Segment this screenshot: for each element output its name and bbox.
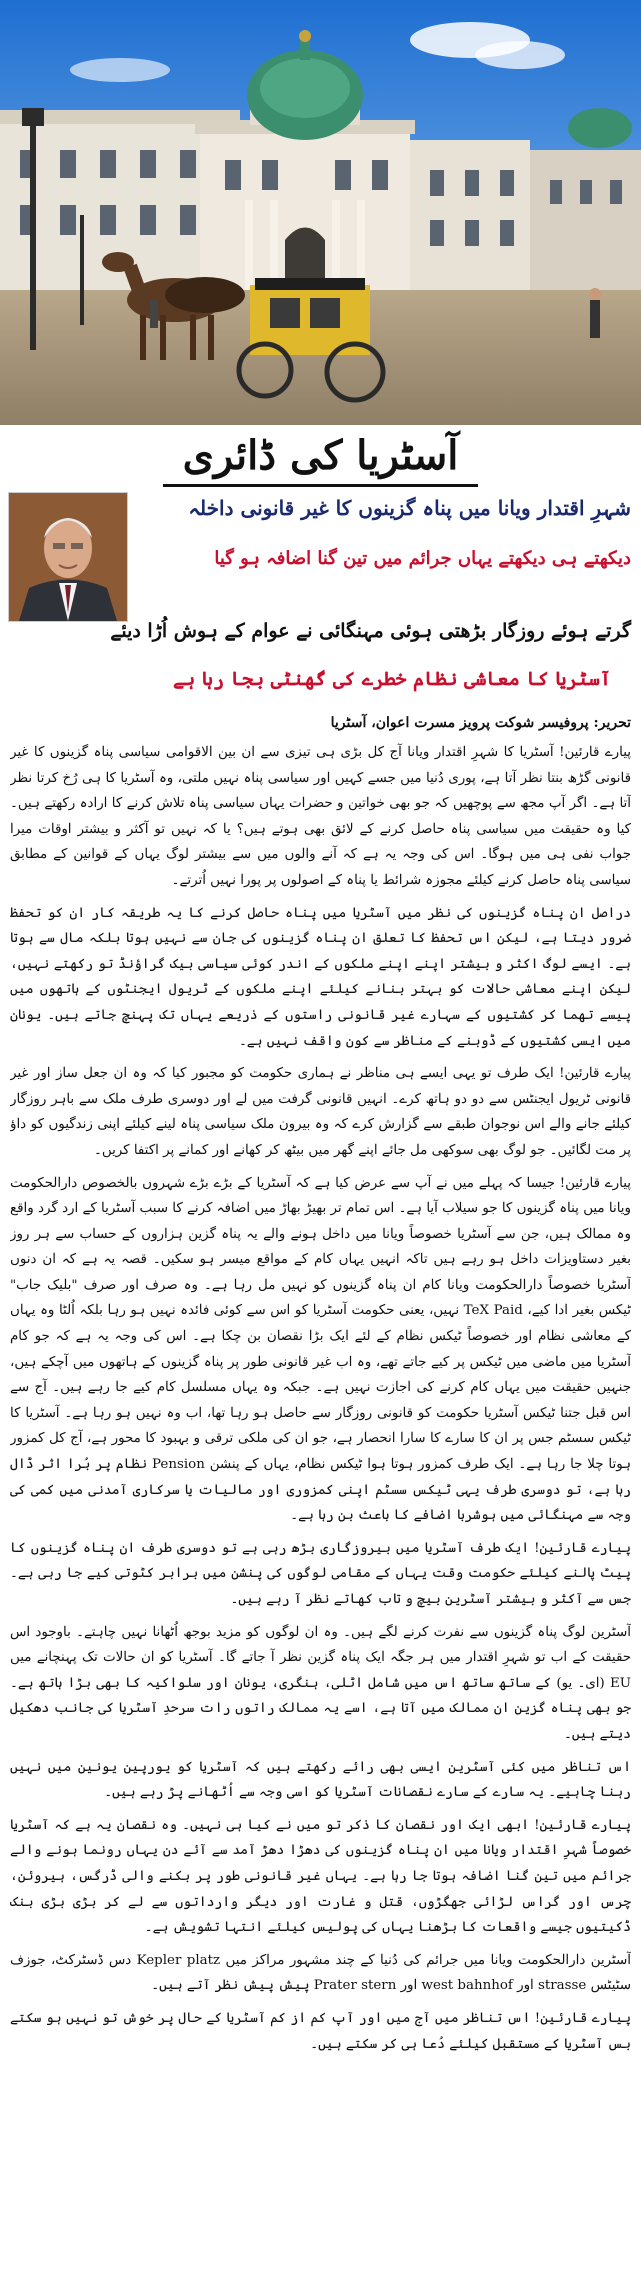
article-paragraph: پیارے قارئین! ایک طرف تو یہی ایسے ہی مناظر نے ہماری حکومت کو مجبور کیا کہ وہ ان جعل ساز اور غیر قانونی ٹریول ایجنٹس سے دو دو ہاتھ کرے۔ انہیں قانونی گرفت میں لے اور دوسری طرف ملک سے باہر روزگار کیلئے جانے والے اس نوجوان طبقے سے گزارش کرے کہ وہ بیرون ملک سیاسی پناہ لینے کیلئے اپنی زندگیوں کو داؤ پر مت لگائیں۔ جو لوگ بھی سوکھی مل جائے اپنے گھر میں بیٹھ کر کھانے اور کمانے پر اکتفا کریں۔ bbox=[10, 1066, 631, 1158]
article-paragraph: پیارے قارئین! ایک طرف آسٹریا میں بیروزگاری بڑھ رہی ہے تو دوسری طرف ان پناہ گزینوں کا پیٹ پالنے کیلئے حکومت وقت یہاں کے مقامی لوگوں کی پنشن میں برابر کٹوتی کیے جا رہی ہے۔ جس سے آکثر و بیشتر آسٹرین بیچ و تاب کھاتے نظر آ رہے ہیں۔ bbox=[10, 1540, 631, 1607]
article-paragraph: آسٹرین لوگ پناہ گزینوں سے نفرت کرنے لگے ہیں۔ وہ ان لوگوں کو مزید بوجھ اُٹھانا نہیں چاہتے۔ باوجود اس حقیقت کے اب تو شہرِ اقتدار میں ہر جگہ ایک پناہ گزین نظر آ جاتے گا۔ آسٹریا کو ان حالات تک پہنچانے میں EU (ای۔ یو) کے ساتھ ساتھ اس میں شامل اٹلی، ہنگری، یونان اور سلواکیہ کا بھی بڑا ہاتھ ہے۔ جو بھی پناہ گزین ان ممالک میں آتا ہے، اسے یہ ممالک راتوں رات سرحدِ آسٹریا کی جانب دھکیل دیتے ہیں۔ bbox=[10, 1624, 631, 1742]
hero-photo bbox=[0, 0, 641, 425]
article-paragraph: پیارے قارئین! اس تناظر میں آج میں اور آپ کم از کم آسٹریا کے حال پر خوش تو نہیں ہو سکتے بس آسٹریا کے مستقبل کیلئے دُعا ہی کر سکتے ہیں۔ bbox=[10, 2010, 631, 2052]
headline-warning: آسٹریا کا معاشی نظام خطرے کی گھنٹی بجا رہا ہے bbox=[172, 668, 611, 690]
article-paragraph: دراصل ان پناہ گزینوں کی نظر میں آسٹریا میں پناہ حاصل کرنے کا یہ طریقہ کار ان کو تحفظ ضرور دیتا ہے، لیکن اس تحفظ کا تعلق ان پناہ گزینوں کی جان سے نہیں ہوتا بلکہ مال سے ہوتا ہے۔ ایسے لوگ اکثر و بیشتر اپنے اپنے ملکوں کے اندر کوئی سیاسی بیک گراؤنڈ تو رکھتے نہیں، لیکن اپنے معاشی حالات کو بہتر بنانے کیلئے اپنے ملکوں کے ٹریول ایجنٹوں کے ہاتھوں میں پیسے تھما کر کشتیوں کے سہارے غیر قانونی راستوں کے ذریعے یہاں تک پہنچ جاتے ہیں۔ یونان میں ایسی کشتیوں کے ڈوبنے کے مناظر سے کون واقف نہیں ہے۔ bbox=[10, 905, 631, 1049]
article-paragraph: آسٹرین دارالحکومت ویانا میں جرائم کی دُنیا کے چند مشہور مراکز میں Kepler platz دس ڈسٹرکٹ، جوزف سٹیٹس strasse اور west bahnhof اور Prater stern پیش پیش نظر آتے ہیں۔ bbox=[10, 1952, 631, 1994]
article-paragraph: اس تناظر میں کئی آسٹرین ایسی بھی رائے رکھتے ہیں کہ آسٹریا کو یورپین یونین میں نہیں رہنا چاہیے۔ یہ سارے کے سارے نقصانات آسٹریا کو اسی وجہ سے اُٹھانے پڑ رہے ہیں۔ bbox=[10, 1759, 631, 1801]
vienna-palace-illustration bbox=[0, 0, 641, 425]
author-photo bbox=[8, 492, 128, 622]
headline-primary: شہرِ اقتدار ویانا میں پناہ گزینوں کا غیر قانونی داخلہ bbox=[188, 496, 631, 520]
article-paragraph: پیارے قارئین! ابھی ایک اور نقصان کا ذکر تو میں نے کیا ہی نہیں۔ وہ نقصان یہ ہے کہ آسٹریا خصوصاً شہرِ اقتدار ویانا میں ان پناہ گزینوں کی دھڑا دھڑ آمد سے آئے دن یہاں رونما ہونے والے جرائم میں تین گنا اضافہ ہوتا جا رہا ہے۔ یہاں غیر قانونی طور پر بکنے والی ڈرگس، ہیروئن، چرس اور گراس لڑائی جھگڑوں، قتل و غارت اور دیگر وارداتوں سے لے کر بڑی بڑی بنک ڈکیتیوں جیسے واقعات کا بڑھنا یہاں کی پولیس کیلئے انتہا تشویش ہے۔ bbox=[10, 1817, 631, 1936]
headline-secondary: دیکھتے ہی دیکھتے یہاں جرائم میں تین گنا اضافہ ہو گیا bbox=[214, 548, 631, 569]
headline-tertiary: گرتے ہوئے روزگار بڑھتی ہوئی مہنگائی نے عوام کے ہوش اُڑا دیئے bbox=[110, 620, 631, 642]
column-title: آسٹریا کی ڈائری bbox=[163, 428, 479, 487]
headline-block bbox=[0, 492, 641, 707]
article-paragraph: پیارے قارئین! جیسا کہ پہلے میں نے آپ سے عرض کیا ہے کہ آسٹریا کے بڑے بڑے شہروں بالخصوص دارالحکومت ویانا میں پناہ گزینوں کا جو سیلاب آیا ہے۔ اس تمام تر بھیڑ بھاڑ میں اضافہ کرنے کا سبب آسٹریا کے ارد گرد واقع وہ ممالک ہیں، جن سے آسٹریا خصوصاً ویانا میں داخل ہونے والے یہ پناہ گزین ہزاروں کے حساب سے ہر روز بغیر دستاویزات داخل ہو رہے ہیں تاکہ انہیں یہاں کام کے مواقع میسر ہو سکیں۔ قصہ یہ ہے کہ ان دنوں آسٹریا خصوصاً دارالحکومت ویانا کام ان پناہ گزینوں کو نہیں مل رہا ہے۔ وہ صرف اور صرف "بلیک جاب" ٹیکس بغیر ادا کیے، TeX Paid نہیں، یعنی حکومت آسٹریا کو اس سے کوئی فائدہ نہیں ہو رہا بلکہ اُلٹا وہ یہاں کے معاشی نظام اور خصوصاً ٹیکس نظام کے لئے ایک بڑا نقصان بن چکا ہے۔ اس کی وجہ یہ ہے کہ جو کام آسٹریا میں ماضی میں ٹیکس پر کیے جاتے تھے، وہ اب غیر قانونی طور پر پناہ گزینوں کے ہاتھوں میں آچکے ہیں، جنہیں حقیقت میں یہاں کام کرنے کی اجازت نہیں ہے۔ جبکہ وہ یہاں مسلسل کام کیے جا رہے ہیں۔ آج سے اس قبل جتنا ٹیکس آسٹریا حکومت کو قانونی روزگار سے حاصل ہو رہا تھا، اب وہ نہیں ہو رہا ہے۔ آسٹریا کا ٹیکس سسٹم جس پر ان کا سارے کا سارا انحصار ہے، جو ان کی ملکی ترقی و بہبود کا محور ہے، آج کل کمزور ہوتا چلا جا رہا ہے۔ ایک طرف کمزور ہوتا ہوا ٹیکس نظام، یہاں کے پنشن Pension نظام پر بُرا اثر ڈال رہا ہے، تو دوسری طرف یہی ٹیکس سسٹم اپنی کمزوری اور مالیات یا سرکاری آمدنی میں کمی کی وجہ سے مہنگائی میں ہوشربا اضافے کا باعث بن رہا ہے۔ bbox=[10, 1175, 631, 1524]
byline: تحریر: پروفیسر شوکت پرویز مسرت اعوان، آسٹریا bbox=[330, 715, 631, 731]
masthead bbox=[0, 428, 641, 490]
article-paragraph: پیارے قارئین! آسٹریا کا شہرِ اقتدار ویانا آج کل بڑی ہی تیزی سے ان بین الاقوامی سیاسی پناہ گزینوں کا غیر قانونی گڑھ بنتا نظر آتا ہے، پوری دُنیا میں جسے کہیں اور سیاسی پناہ نہیں ملتی، وہ آسٹریا کا ہی رُخ کرتا نظر آتا ہے۔ اگر آپ مجھ سے پوچھیں کہ جو بھی خواتین و حضرات یہاں سیاسی پناہ تلاش کرنے کا ارادہ رکھتے ہیں۔ کیا وہ حقیقت میں سیاسی پناہ حاصل کرنے کے لائق بھی ہوتے ہیں؟ یا کہ نہیں تو آکثر و بیشتر اوقات میرا جواب نفی ہی میں ہوگا۔ اس کی وجہ یہ ہے کہ آنے والوں میں سے بیشتر لوگ یہاں کے قوانین کے مطابق سیاسی پناہ حاصل کرنے کیلئے مجوزہ شرائط یا پناہ کے اصولوں پر پورا نہیں اُترتے۔ bbox=[10, 745, 631, 888]
article-body bbox=[10, 712, 631, 2272]
